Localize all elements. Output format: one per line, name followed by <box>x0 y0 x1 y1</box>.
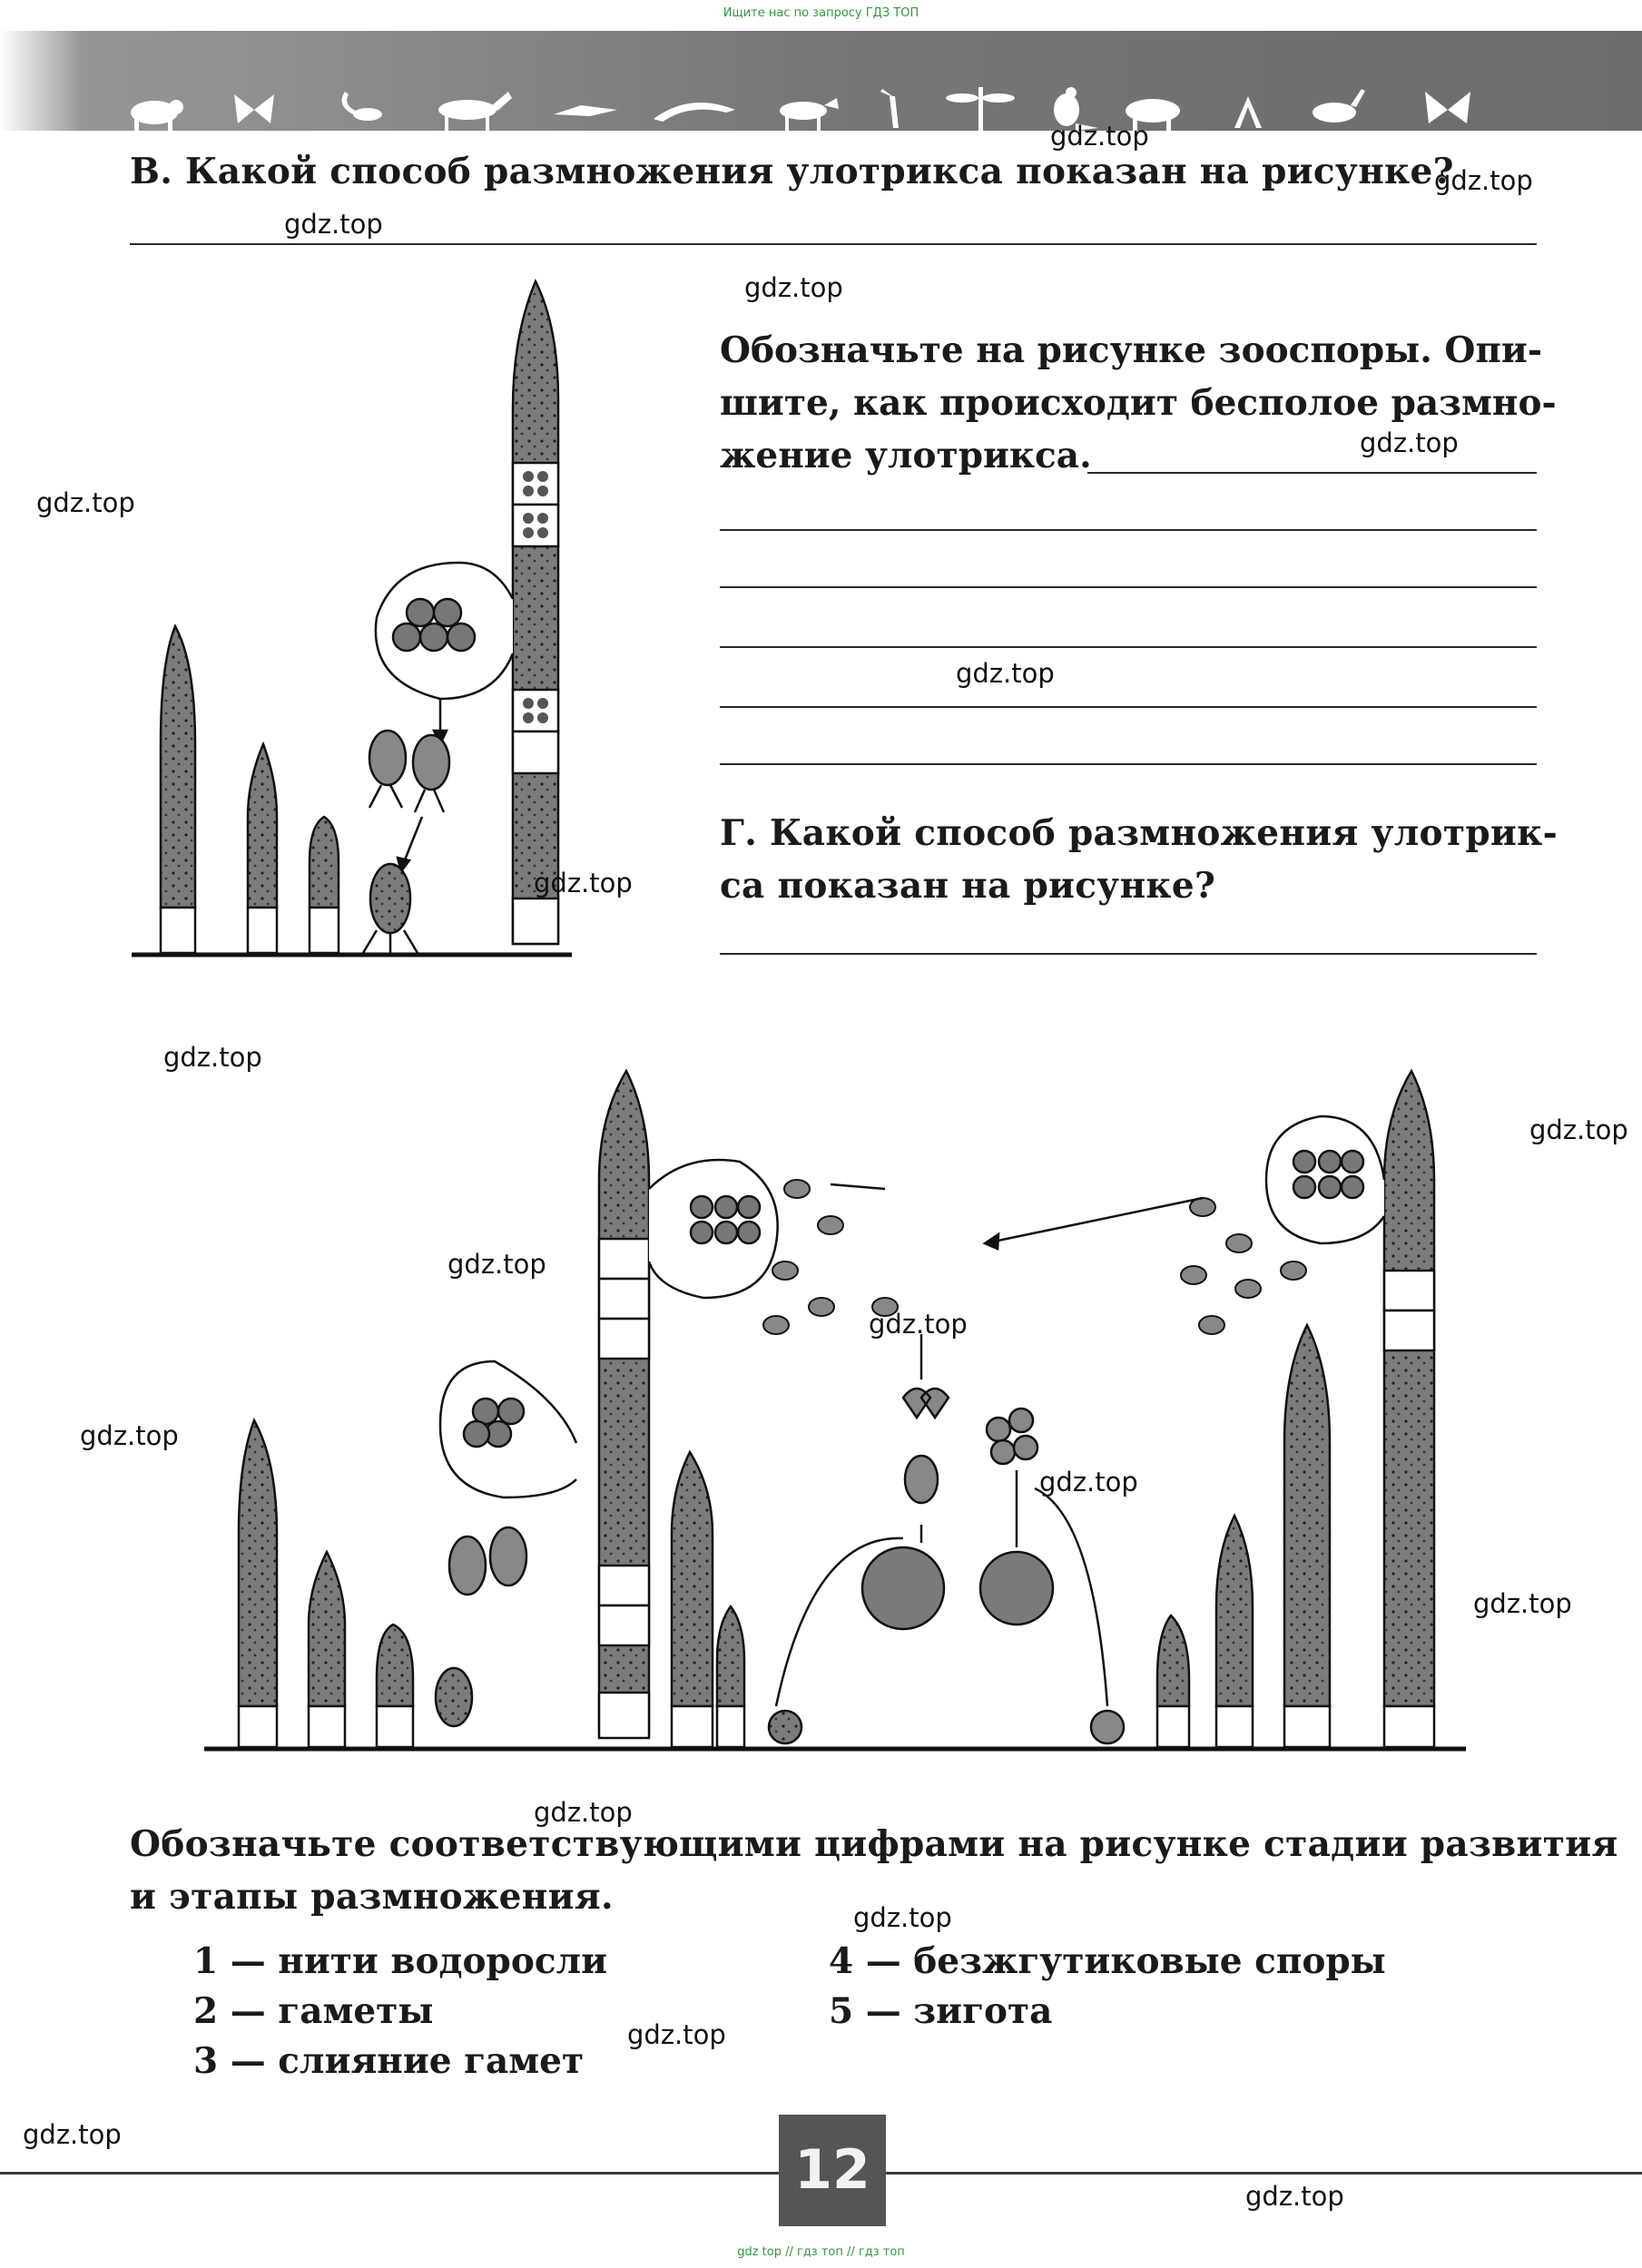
butterfly-icon <box>234 94 274 123</box>
tall-filament <box>513 281 558 944</box>
legend-item-3: 3 — слияние гамет <box>193 2040 585 2082</box>
watermark: gdz.top <box>853 1902 952 1933</box>
zoospores <box>369 731 449 812</box>
legend-item-5: 5 — зигота <box>829 1990 1053 2032</box>
watermark: gdz.top <box>1050 121 1149 152</box>
task-b-line-2: шите, как происходит бесполое размно- <box>720 382 1557 424</box>
legend-item-4: 4 — безжгутиковые споры <box>829 1940 1386 1982</box>
mantis-icon <box>1234 96 1262 128</box>
dolphin-icon <box>654 103 735 122</box>
scorpion-icon <box>342 92 382 121</box>
watermark: gdz.top <box>284 209 383 240</box>
gamete-bubble-right <box>1266 1116 1384 1243</box>
watermark: gdz.top <box>1039 1467 1138 1497</box>
watermark: gdz.top <box>744 272 843 303</box>
heron-icon <box>880 89 899 128</box>
bottom-task-line-2: и этапы размножения. <box>130 1876 614 1918</box>
task-b-line-3: жение улотрикса. <box>720 435 1092 476</box>
bison-icon <box>131 100 183 133</box>
middle-filaments <box>672 1452 801 1747</box>
answer-line-b-1[interactable] <box>1087 472 1537 474</box>
task-b-line-1: Обозначьте на рисунке зооспоры. Опи- <box>720 329 1543 371</box>
watermark: gdz.top <box>1245 2181 1344 2212</box>
watermark: gdz.top <box>1473 1588 1572 1619</box>
answer-line-b-2[interactable] <box>720 529 1537 531</box>
answer-line-g[interactable] <box>720 953 1537 955</box>
horse-icon <box>438 92 512 133</box>
central-filament <box>599 1071 649 1738</box>
arrows <box>776 1184 1203 1706</box>
watermark: gdz.top <box>1529 1114 1628 1145</box>
watermark: gdz.top <box>80 1420 179 1451</box>
top-banner[interactable]: Ищите нас по запросу ГДЗ ТОП <box>723 6 919 20</box>
left-filaments <box>239 1420 472 1747</box>
bottom-task-line-1: Обозначьте соответствующими цифрами на рисунке стадии развития <box>130 1823 1618 1865</box>
header-animal-strip <box>0 31 1642 131</box>
watermark: gdz.top <box>869 1309 968 1340</box>
life-cycle-figure <box>195 1062 1548 1770</box>
answer-line-b-4[interactable] <box>720 646 1537 648</box>
answer-line-b-3[interactable] <box>720 586 1537 588</box>
legend-item-2: 2 — гаметы <box>193 1990 434 2032</box>
answer-line-b-6[interactable] <box>720 763 1537 765</box>
wolf-icon <box>780 98 839 133</box>
answer-line-b[interactable] <box>130 243 1537 245</box>
dragonfly-icon <box>946 87 1015 133</box>
watermark: gdz.top <box>1434 165 1533 196</box>
watermark: gdz.top <box>1360 427 1459 458</box>
answer-line-b-5[interactable] <box>720 706 1537 708</box>
watermark: gdz.top <box>956 658 1055 689</box>
rabbit-icon <box>1313 89 1365 123</box>
gametes <box>763 1180 1306 1334</box>
question-g-line-2: са показан на рисунке? <box>720 865 1216 907</box>
watermark: gdz.top <box>447 1249 546 1280</box>
spore-bubble-left <box>440 1361 576 1595</box>
asexual-reproduction-figure <box>132 272 585 971</box>
zoosporangium <box>376 563 513 699</box>
watermark: gdz.top <box>534 1797 633 1828</box>
question-b: В. Какой способ размножения улотрикса показан на рисунке? <box>130 151 1454 192</box>
gamete-bubble-left <box>649 1160 778 1298</box>
watermark: gdz.top <box>36 487 135 518</box>
page-number: 12 <box>779 2115 886 2226</box>
bird-icon <box>554 105 617 116</box>
question-g-line-1: Г. Какой способ размножения улотрик- <box>720 812 1558 854</box>
watermark: gdz.top <box>163 1042 262 1073</box>
moth-icon <box>1425 92 1470 123</box>
legend-item-1: 1 — нити водоросли <box>193 1940 608 1982</box>
animal-silhouettes <box>127 87 1543 133</box>
watermark: gdz.top <box>534 868 633 898</box>
watermark: gdz.top <box>627 2019 726 2050</box>
bottom-banner[interactable]: gdz top // гдз топ // гдз топ <box>737 2245 905 2259</box>
watermark: gdz.top <box>23 2119 122 2150</box>
